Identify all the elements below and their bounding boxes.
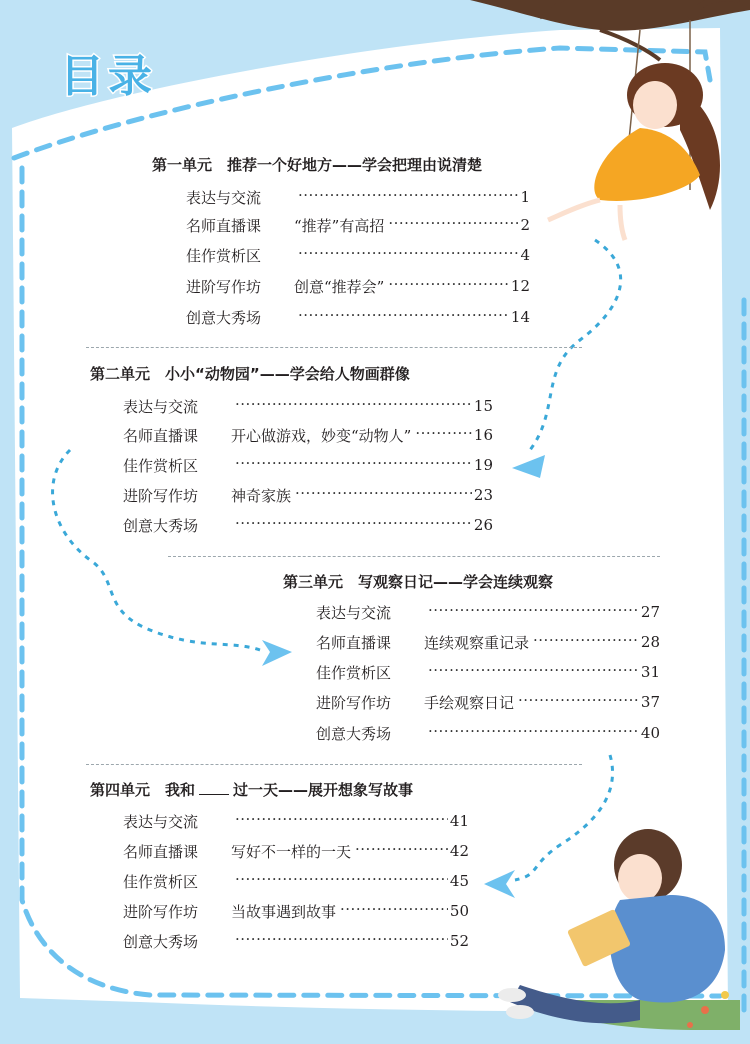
leader-dots [428, 600, 639, 624]
entry-subtitle: “推荐”有高招 [294, 216, 385, 235]
entry-page-number: 16 [473, 426, 493, 444]
entry-page-number: 40 [640, 724, 660, 742]
entry-name: 创意大秀场 [123, 932, 199, 951]
entry-page-number: 41 [449, 812, 469, 830]
toc-entry[interactable] [186, 185, 530, 209]
leader-dots [415, 423, 472, 447]
section-divider [86, 764, 582, 765]
leader-dots [235, 453, 472, 477]
entry-name: 进阶写作坊 [316, 693, 392, 712]
unit-4-title-end: 过一天——展开想象写故事 [233, 781, 414, 799]
entry-name: 创意大秀场 [186, 308, 262, 327]
entry-name: 进阶写作坊 [123, 902, 199, 921]
entry-page-number: 37 [640, 693, 660, 711]
toc-entry[interactable] [123, 869, 469, 893]
leader-dots [428, 660, 639, 684]
entry-page-number: 23 [473, 486, 493, 504]
entry-name: 表达与交流 [123, 812, 199, 831]
leader-dots [388, 274, 509, 298]
entry-name: 表达与交流 [123, 397, 199, 416]
unit-1-title: 第一单元 推荐一个好地方——学会把理由说清楚 [152, 156, 483, 174]
entry-subtitle: 神奇家族 [231, 486, 292, 505]
toc-entry[interactable] [186, 243, 530, 267]
leader-dots [235, 869, 448, 893]
toc-entry[interactable] [316, 690, 660, 714]
entry-page-number: 28 [640, 633, 660, 651]
entry-page-number: 50 [449, 902, 469, 920]
toc-entry[interactable] [123, 809, 469, 833]
entry-name: 表达与交流 [316, 603, 392, 622]
entry-name: 表达与交流 [186, 188, 262, 207]
entry-name: 佳作赏析区 [186, 246, 262, 265]
toc-entry[interactable] [186, 213, 530, 237]
entry-page-number: 19 [473, 456, 493, 474]
entry-page-number: 45 [449, 872, 469, 890]
entry-name: 创意大秀场 [123, 516, 199, 535]
section-divider [86, 347, 582, 348]
entry-name: 名师直播课 [123, 842, 199, 861]
entry-name: 名师直播课 [186, 216, 262, 235]
toc-entry[interactable] [186, 274, 530, 298]
toc-entry[interactable] [186, 305, 530, 329]
leader-dots [235, 809, 448, 833]
leader-dots [295, 483, 472, 507]
toc-entry[interactable] [123, 394, 493, 418]
fill-in-blank [199, 793, 229, 795]
entry-subtitle: 开心做游戏，妙变“动物人” [231, 426, 412, 445]
toc-entry[interactable] [123, 839, 469, 863]
entry-page-number: 14 [510, 308, 530, 326]
entry-page-number: 42 [449, 842, 469, 860]
entry-subtitle: 当故事遇到故事 [231, 902, 337, 921]
leader-dots [235, 513, 472, 537]
entry-name: 佳作赏析区 [123, 872, 199, 891]
leader-dots [355, 839, 448, 863]
leader-dots [298, 243, 518, 267]
unit-3-title: 第三单元 写观察日记——学会连续观察 [283, 573, 554, 591]
entry-page-number: 15 [473, 397, 493, 415]
entry-page-number: 12 [510, 277, 530, 295]
page-title: 目录 [60, 51, 156, 102]
leader-dots [298, 305, 509, 329]
entry-page-number: 26 [473, 516, 493, 534]
toc-entry[interactable] [123, 513, 493, 537]
section-divider [168, 556, 660, 557]
entry-page-number: 1 [520, 188, 530, 206]
entry-name: 创意大秀场 [316, 724, 392, 743]
entry-page-number: 2 [520, 216, 530, 234]
entry-subtitle: 创意“推荐会” [294, 277, 385, 296]
entry-name: 进阶写作坊 [186, 277, 262, 296]
toc-entry[interactable] [123, 423, 493, 447]
leader-dots [388, 213, 518, 237]
entry-name: 名师直播课 [123, 426, 199, 445]
toc-entry[interactable] [316, 721, 660, 745]
entry-subtitle: 手绘观察日记 [424, 693, 515, 712]
entry-page-number: 4 [520, 246, 530, 264]
unit-4-title [90, 779, 413, 800]
toc-entry[interactable] [123, 453, 493, 477]
entry-page-number: 31 [640, 663, 660, 681]
leader-dots [298, 185, 518, 209]
leader-dots [235, 394, 472, 418]
leader-dots [340, 899, 448, 923]
toc-entry[interactable] [316, 660, 660, 684]
unit-2-title: 第二单元 小小“动物园”——学会给人物画群像 [90, 365, 410, 383]
toc-entry[interactable] [123, 929, 469, 953]
entry-page-number: 27 [640, 603, 660, 621]
leader-dots [428, 721, 639, 745]
leader-dots [533, 630, 639, 654]
toc-entry[interactable] [316, 600, 660, 624]
entry-name: 佳作赏析区 [316, 663, 392, 682]
entry-page-number: 52 [449, 932, 469, 950]
entry-name: 进阶写作坊 [123, 486, 199, 505]
entry-subtitle: 连续观察重记录 [424, 633, 530, 652]
toc-entry[interactable] [123, 483, 493, 507]
entry-name: 名师直播课 [316, 633, 392, 652]
leader-dots [235, 929, 448, 953]
entry-subtitle: 写好不一样的一天 [231, 842, 352, 861]
toc-entry[interactable] [123, 899, 469, 923]
entry-name: 佳作赏析区 [123, 456, 199, 475]
leader-dots [518, 690, 639, 714]
toc-entry[interactable] [316, 630, 660, 654]
unit-4-title-start: 第四单元 我和 [90, 781, 196, 799]
